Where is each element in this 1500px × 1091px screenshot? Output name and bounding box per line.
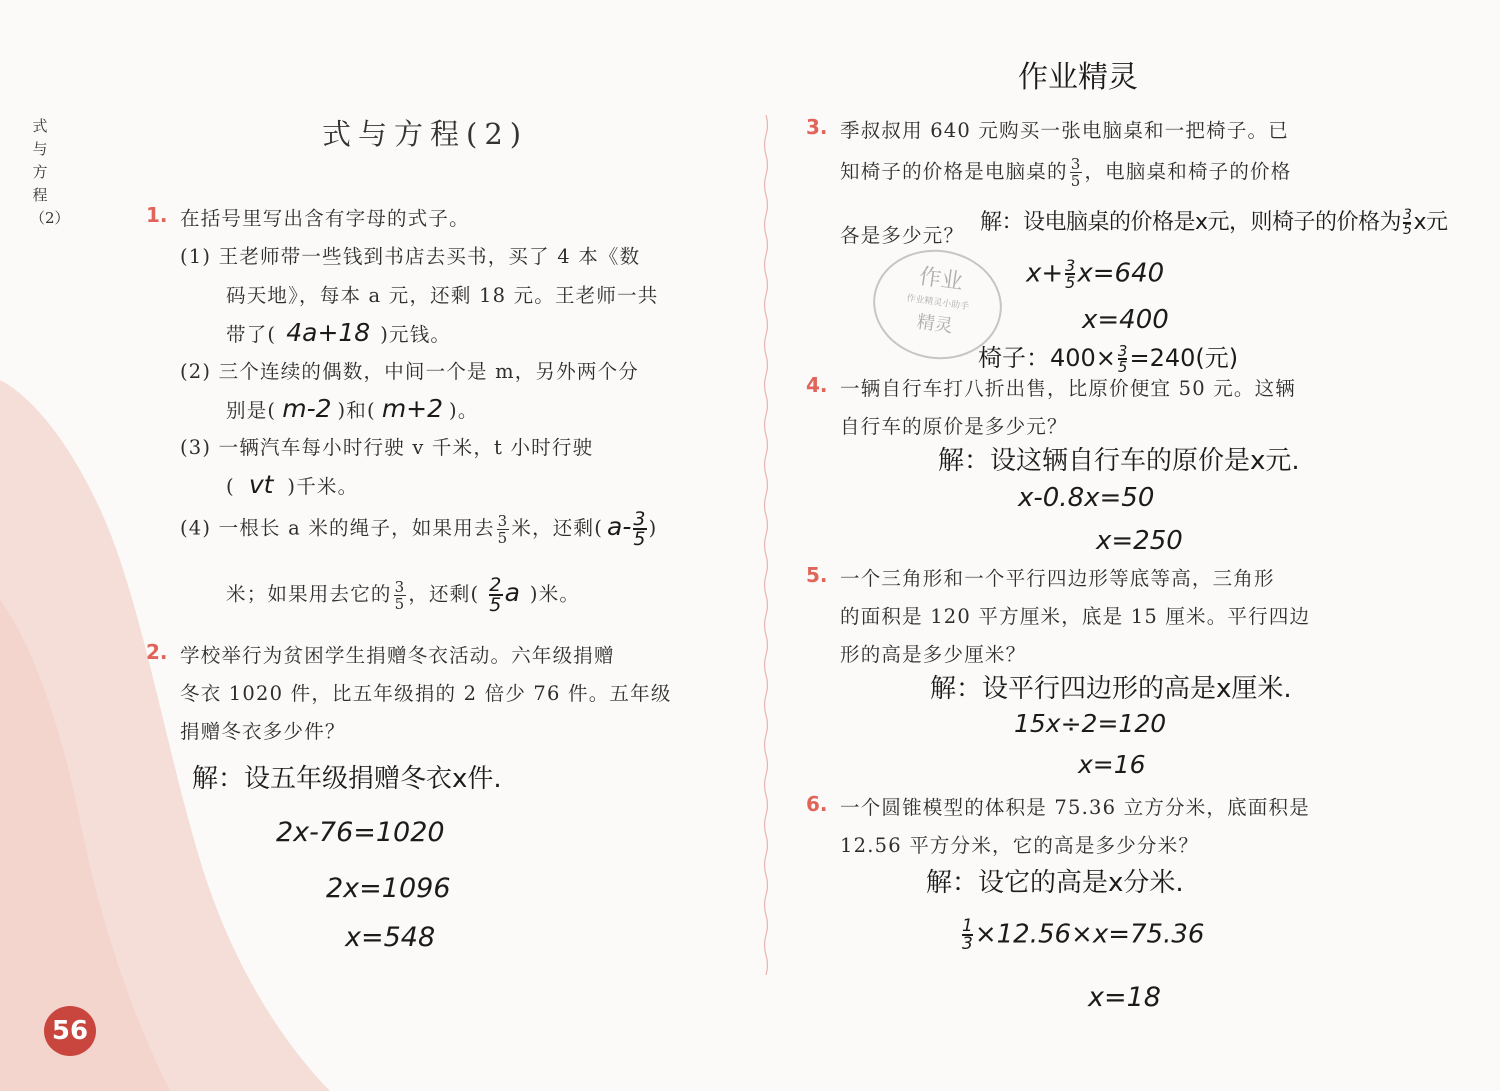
q6-answer-line3: x=18	[1088, 982, 1161, 1013]
q1-p2-line2	[226, 394, 479, 423]
q2-answer-line4: x=548	[345, 922, 436, 953]
q1-p4-pre: (4) 一根长 a 米的绳子，如果用去	[180, 516, 495, 540]
q4-line2: 自行车的原价是多少元？	[840, 415, 1068, 438]
q1-p3-post: )千米。	[287, 475, 359, 498]
q5-answer-line2: 15x÷2=120	[1014, 709, 1167, 738]
q1-p2-answer2: m+2	[381, 394, 444, 423]
q1-p1-answer: 4a+18	[286, 318, 371, 347]
q3-answer-line3: x=400	[1082, 305, 1169, 335]
q1-p4-answer1: a-	[607, 511, 632, 541]
q1-p4-answer1-fraction: $\frac{3}{5}$	[633, 508, 647, 550]
q1-p4-pre2: 米；如果用去它的	[226, 582, 392, 606]
q1-p2-mid: )和(	[337, 399, 376, 422]
page-divider	[762, 115, 770, 975]
page-number: 56	[44, 1006, 96, 1056]
q2-answer-line3: 2x=1096	[326, 873, 451, 904]
q1-p1-line2: 码天地》，每本 a 元，还剩 18 元。王老师一共	[226, 284, 659, 307]
q1-p3-answer: vt	[248, 470, 274, 499]
q1-p1-line3	[226, 318, 451, 347]
q6-number: 6.	[806, 792, 828, 816]
q1-p1-post: )元钱。	[380, 323, 452, 346]
q3-answer-line1-tail: x元	[1413, 210, 1448, 235]
q1-p2-post: )。	[449, 399, 479, 422]
q1-p4-fraction: $\frac{3}{5}$	[497, 511, 509, 547]
q1-p4-fraction2: $\frac{3}{5}$	[394, 577, 406, 613]
q1-p3-pre: (	[226, 475, 235, 498]
q4-answer-line2: x-0.8x=50	[1018, 483, 1155, 513]
q1-p4-line1	[180, 510, 657, 548]
q2-line2: 冬衣 1020 件，比五年级捐的 2 倍少 76 件。五年级	[180, 682, 672, 705]
q3-line3: 各是多少元？	[840, 224, 965, 247]
q1-p4-close: )	[648, 516, 658, 540]
watermark-stamp: 作业 作业精灵小助手 精灵	[866, 242, 1009, 368]
q1-p4-mid: 米，还剩(	[511, 516, 604, 540]
side-chapter-title: 式与方程（2）	[30, 117, 70, 227]
q3-answer-line1-fraction: $\frac{3}{5}$	[1403, 207, 1412, 238]
q3-line2	[840, 156, 1291, 189]
q3-answer-line4-fraction: $\frac{3}{5}$	[1117, 342, 1128, 376]
q2-line3: 捐赠冬衣多少件？	[180, 720, 346, 743]
q5-line2: 的面积是 120 平方厘米，底是 15 厘米。平行四边	[840, 605, 1311, 628]
q5-answer-line1: 解：设平行四边形的高是x厘米.	[930, 674, 1292, 704]
header-handwritten: 作业精灵	[1018, 60, 1138, 95]
q3-answer-line1-text: 解：设电脑桌的价格是x元，则椅子的价格为	[980, 210, 1402, 235]
q3-line1: 季叔叔用 640 元购买一张电脑桌和一把椅子。已	[840, 119, 1289, 142]
q2-answer-line1: 解：设五年级捐赠冬衣x件.	[192, 764, 502, 794]
q4-number: 4.	[806, 373, 828, 397]
q1-p4-post2: )米。	[529, 582, 581, 606]
q4-answer-line3: x=250	[1096, 526, 1183, 556]
q1-p2-answer1: m-2	[282, 394, 332, 423]
q5-line3: 形的高是多少厘米？	[840, 643, 1027, 666]
q1-p1-pre: 带了(	[226, 323, 277, 346]
q6-line1: 一个圆锥模型的体积是 75.36 立方分米，底面积是	[840, 796, 1310, 819]
q4-answer-line1: 解：设这辆自行车的原价是x元.	[938, 446, 1300, 476]
q6-line2: 12.56 平方分米，它的高是多少分米？	[840, 834, 1200, 857]
q6-answer-fraction: $\frac{1}{3}$	[962, 916, 973, 954]
q3-answer-line2-fraction: $\frac{3}{5}$	[1065, 256, 1076, 292]
q4-line1: 一辆自行车打八折出售，比原价便宜 50 元。这辆	[840, 377, 1297, 400]
q1-p2-line1: (2) 三个连续的偶数，中间一个是 m，另外两个分	[180, 360, 640, 383]
q1-number: 1.	[146, 203, 168, 227]
q1-p4-answer2-var: a	[504, 577, 520, 607]
q1-p2-pre: 别是(	[226, 399, 277, 422]
q6-answer-line1: 解：设它的高是x分米.	[926, 868, 1184, 898]
q1-p1-line1: (1) 王老师带一些钱到书店去买书，买了 4 本《数	[180, 245, 641, 268]
q6-answer-line2: $\frac{1}{3}$ ×12.56×x=75.36	[962, 916, 1205, 954]
q2-number: 2.	[146, 640, 168, 664]
q3-line2-post: ，电脑桌和椅子的价格	[1084, 160, 1292, 183]
q5-number: 5.	[806, 563, 828, 587]
q3-fraction: $\frac{3}{5}$	[1070, 155, 1082, 190]
q2-line1: 学校举行为贫困学生捐赠冬衣活动。六年级捐赠	[180, 644, 615, 667]
q3-number: 3.	[806, 115, 828, 139]
q5-line1: 一个三角形和一个平行四边形等底等高，三角形	[840, 567, 1275, 590]
q1-p4-mid2: ，还剩(	[408, 582, 480, 606]
q3-answer-line1	[980, 205, 1447, 237]
q2-answer-line2: 2x-76=1020	[276, 817, 445, 848]
q1-p3-line2	[226, 470, 358, 499]
q1-p4-answer2-fraction: $\frac{2}{5}$	[489, 574, 503, 616]
q3-answer-line4: 椅子：400× $\frac{3}{5}$ =240(元)	[978, 342, 1239, 376]
page-title: 式与方程(2)	[322, 117, 529, 151]
q1-p4-line2	[226, 576, 580, 614]
q3-line2-pre: 知椅子的价格是电脑桌的	[840, 160, 1068, 183]
q1-text: 在括号里写出含有字母的式子。	[180, 207, 470, 230]
q5-answer-line3: x=16	[1078, 750, 1146, 779]
q3-answer-line2: x+ $\frac{3}{5}$ x=640	[1026, 256, 1165, 292]
q1-p3-line1: (3) 一辆汽车每小时行驶 v 千米，t 小时行驶	[180, 436, 594, 459]
